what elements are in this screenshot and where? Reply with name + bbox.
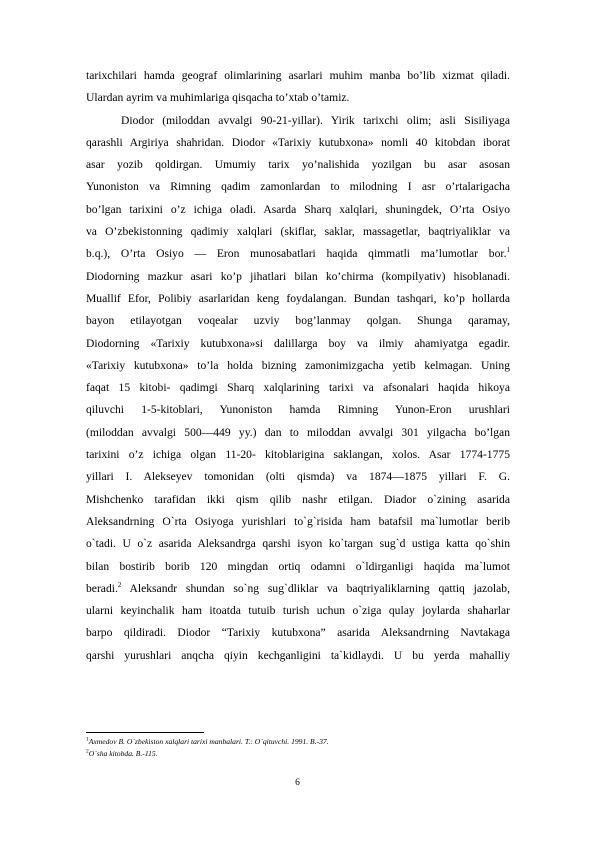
text-line: Ulardan ayrim va muhimlariga qisqacha to’xtab o’tamiz.: [86, 91, 350, 105]
footnote-mark-1: 1: [506, 246, 510, 255]
footnote-number: 1: [86, 736, 89, 743]
text-line: qarshi yurushlari anqcha qiyin kechganligini ta`kidlaydi. U bu yerda mahalliy: [86, 648, 510, 662]
text-fragment: Aleksandr shundan so`ng sug`dliklar va baqtriyaliklarning qattiq jazolab,: [121, 581, 510, 595]
footnote-divider: [86, 732, 204, 733]
text-line: ularni keyinchalik ham itoatda tutuib turish uchun o`ziga qulay joylarda shaharlar: [86, 604, 510, 618]
text-line: Muallif Efor, Polibiy asarlaridan keng foydalangan. Bundan tashqari, ko’p hollarda: [86, 291, 510, 305]
footnote-number: 2: [86, 747, 89, 754]
text-line: barpo qildiradi. Diodor “Tarixiy kutubxona” asarida Aleksandrning Navtakaga: [86, 626, 510, 640]
footnote-1: [86, 736, 510, 748]
footnote-text: Axmedov B. O`zbekiston xalqlari tarixi manbalari. T.: O`qituvchi. 1991. B.-37.: [88, 737, 329, 746]
text-line: (miloddan avvalgi 500—449 yy.) dan to miloddan avvalgi 301 yilgacha bo’lgan: [86, 425, 510, 439]
text-fragment: beradi.: [86, 581, 118, 595]
text-line: Diodorning «Tarixiy kutubxona»si dalillarga boy va ilmiy ahamiyatga egadir.: [86, 336, 510, 350]
text-line-with-footnote: [86, 243, 510, 265]
text-line: tarixini o’z ichiga olgan 11-20- kitoblarigina saklangan, xolos. Asar 1774-1775: [86, 448, 510, 462]
text-line: «Tarixiy kutubxona» to’la holda bizning zamonimizgacha yetib kelmagan. Uning: [86, 358, 510, 372]
text-line: qiluvchi 1-5-kitoblari, Yunoniston hamda Rimning Yunon-Eron urushlari: [86, 403, 510, 417]
text-line: va O’zbekistonning qadimiy xalqlari (skiflar, saklar, massagetlar, baqtriyaliklar va: [86, 225, 510, 239]
text-line: tarixchilari hamda geograf olimlarining asarlari muhim manba bo’lib xizmat qiladi.: [86, 69, 510, 82]
text-line: Mishchenko tarafidan ikki qism qilib nashr etilgan. Diador o`zining asarida: [86, 492, 510, 506]
text-line: faqat 15 kitobi- qadimgi Sharq xalqlarining tarixi va afsonalari haqida hikoya: [86, 381, 510, 395]
document-body: [86, 65, 510, 667]
text-line: bo’lgan tarixini o’z ichiga oladi. Asarda Sharq xalqlari, shuningdek, O’rta Osiyo: [86, 202, 510, 216]
text-line: bilan bostirib borib 120 mingdan ortiq odamni o`ldirganligi haqida ma`lumot: [86, 559, 510, 573]
page-number: 6: [295, 778, 300, 788]
text-line: qarashli Argiriya shahridan. Diodor «Tarixiy kutubxona» nomli 40 kitobdan iborat: [86, 135, 510, 149]
text-line: bayon etilayotgan voqealar uzviy bog’lanmay qolgan. Shunga qaramay,: [86, 314, 510, 328]
text-line-with-footnote: [86, 578, 510, 600]
footnotes: [86, 736, 510, 759]
text-line: asar yozib qoldirgan. Umumiy tarix yo’nalishida yozilgan bu asar asosan: [86, 158, 510, 172]
footnote-text: O`sha kitobda. B.-115.: [88, 748, 158, 758]
footnote-2: [86, 748, 510, 760]
footnote-mark-2: 2: [117, 580, 122, 589]
text-line: Aleksandrning O`rta Osiyoga yurishlari to`g`risida ham batafsil ma`lumotlar berib: [86, 514, 510, 528]
text-fragment: b.q.), O’rta Osiyo — Eron munosabatlari haqida qimmatli ma’lumotlar bor.: [86, 247, 507, 261]
text-line: yillari I. Alekseyev tomonidan (olti qismda) va 1874—1875 yillari F. G.: [86, 470, 510, 484]
text-line: o`tadi. U o`z asarida Aleksandrga qarshi isyon ko`targan sug`d ustiga katta qo`shin: [86, 537, 510, 551]
text-line: Diodorning mazkur asari ko’p jihatlari bilan ko’chirma (kompilyativ) hisoblanadi.: [86, 269, 510, 283]
paragraph-start-line: Diodor (miloddan avvalgi 90-21-yillar). Yirik tarixchi olim; asli Sisiliyaga: [121, 113, 510, 127]
text-line: Yunoniston va Rimning qadim zamonlardan to milodning I asr o’rtalarigacha: [86, 180, 510, 194]
